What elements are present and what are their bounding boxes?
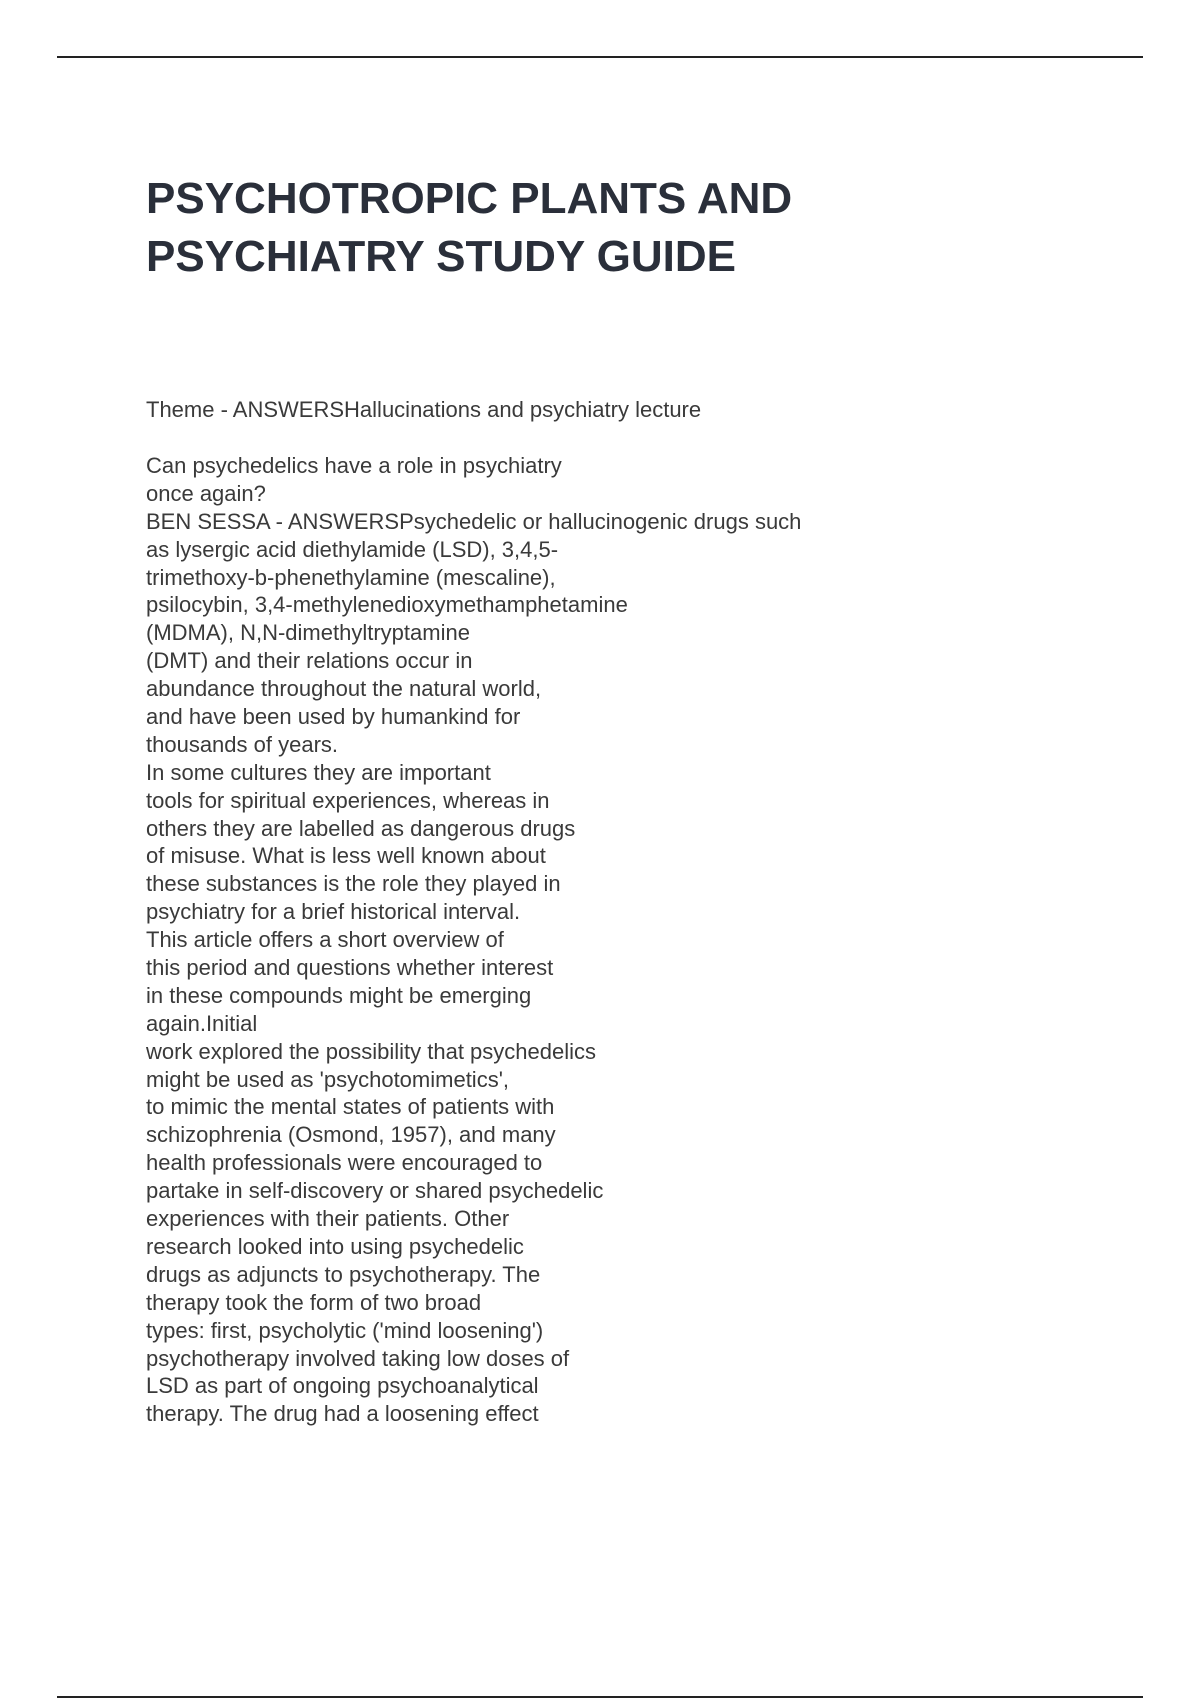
body-line: therapy took the form of two broad	[146, 1289, 482, 1315]
top-rule	[57, 56, 1143, 58]
theme-line: Theme - ANSWERSHallucinations and psychiatry lecture	[146, 397, 702, 422]
body-line: types: first, psycholytic ('mind loosening')	[146, 1317, 544, 1343]
body-line: and have been used by humankind for	[146, 704, 521, 730]
body-line: once again?	[146, 480, 266, 506]
body-line: drugs as adjuncts to psychotherapy. The	[146, 1261, 541, 1287]
body-line: psychiatry for a brief historical interval.	[146, 899, 521, 925]
body-line: partake in self-discovery or shared psychedelic	[146, 1178, 604, 1204]
body-line: This article offers a short overview of	[146, 927, 504, 953]
body-line: in these compounds might be emerging	[146, 982, 532, 1008]
body-line: as lysergic acid diethylamide (LSD), 3,4,5-	[146, 536, 559, 562]
body-line: others they are labelled as dangerous drugs	[146, 815, 576, 841]
body-line: these substances is the role they played in	[146, 871, 561, 897]
body-line: (DMT) and their relations occur in	[146, 648, 473, 674]
body-line: might be used as 'psychotomimetics',	[146, 1066, 509, 1092]
body-line: therapy. The drug had a loosening effect	[146, 1401, 539, 1427]
body-line: psilocybin, 3,4-methylenedioxymethamphetamine	[146, 592, 628, 618]
body-line: schizophrenia (Osmond, 1957), and many	[146, 1122, 556, 1148]
title-line-1: PSYCHOTROPIC PLANTS AND	[146, 174, 793, 223]
body-line: tools for spiritual experiences, whereas in	[146, 787, 550, 813]
body-line: of misuse. What is less well known about	[146, 843, 546, 869]
body-line: psychotherapy involved taking low doses of	[146, 1345, 570, 1371]
body-line: Can psychedelics have a role in psychiatry	[146, 453, 562, 478]
body-line: research looked into using psychedelic	[146, 1233, 524, 1259]
bottom-rule	[57, 1696, 1143, 1698]
body-line: health professionals were encouraged to	[146, 1150, 543, 1176]
page-title	[146, 170, 1046, 286]
body-line: work explored the possibility that psychedelics	[146, 1038, 597, 1064]
body-line: BEN SESSA - ANSWERSPsychedelic or hallucinogenic drugs such	[146, 508, 802, 534]
body-line: again.Initial	[146, 1010, 258, 1036]
body-line: experiences with their patients. Other	[146, 1206, 510, 1232]
body-line: LSD as part of ongoing psychoanalytical	[146, 1373, 539, 1399]
body-line: this period and questions whether interest	[146, 955, 554, 981]
body-line: thousands of years.	[146, 731, 339, 757]
body-line: (MDMA), N,N-dimethyltryptamine	[146, 620, 470, 646]
title-line-2: PSYCHIATRY STUDY GUIDE	[146, 232, 737, 281]
body-line: to mimic the mental states of patients with	[146, 1094, 555, 1120]
body-line: abundance throughout the natural world,	[146, 676, 542, 702]
body-line: In some cultures they are important	[146, 759, 491, 785]
body-line: trimethoxy-b-phenethylamine (mescaline),	[146, 564, 556, 590]
body-text	[146, 452, 1066, 1428]
